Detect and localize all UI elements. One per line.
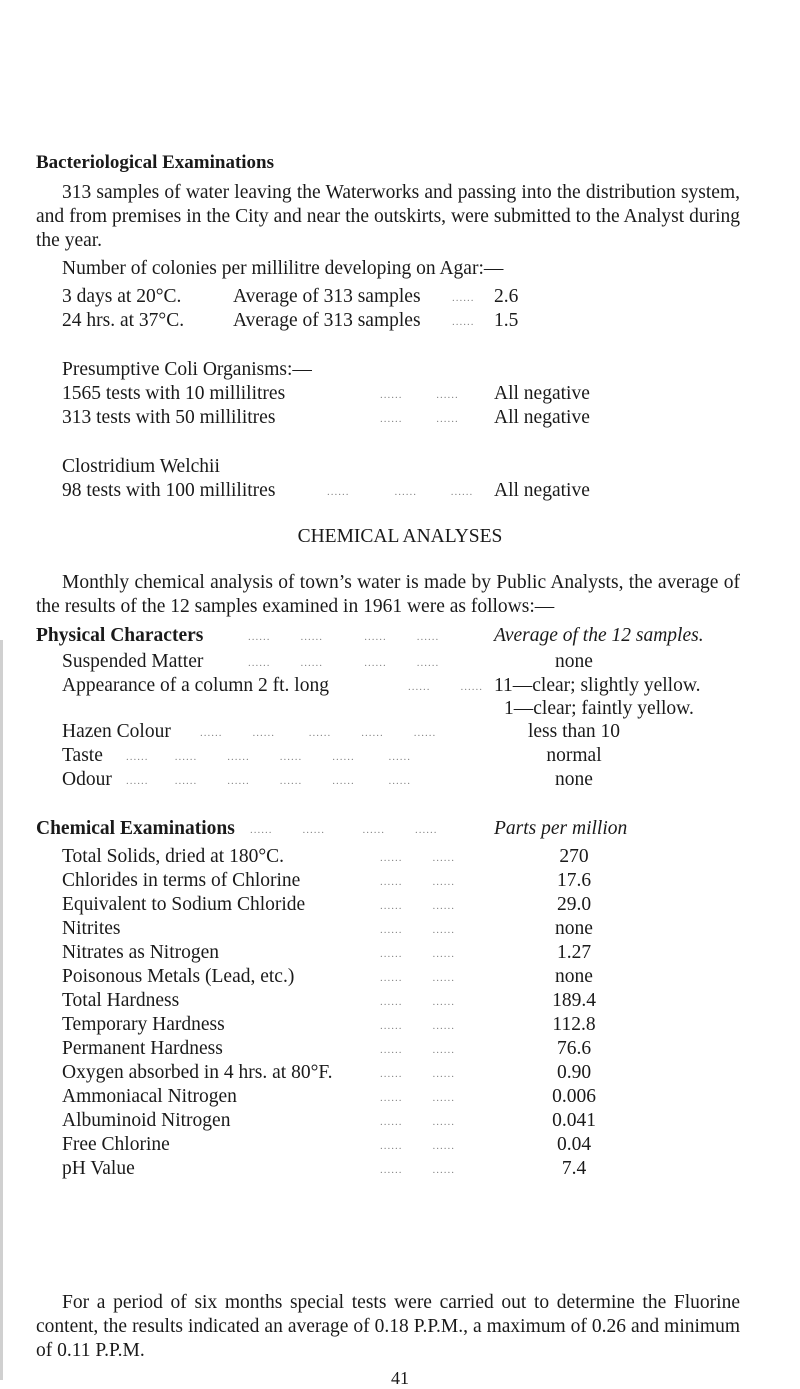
dot-leader: ...... ...... [380,1068,455,1080]
physical-row-value: less than 10 [527,721,621,742]
welchii-heading: Clostridium Welchii [62,456,220,477]
chemical-column-heading: Parts per million [494,818,628,839]
chem-row-value: 1.27 [556,942,592,963]
chem-row-label: Equivalent to Sodium Chloride [62,894,306,915]
physical-row-value-secondary: 1—clear; faintly yellow. [504,698,694,719]
chem-row-label: Ammoniacal Nitrogen [62,1086,237,1107]
chem-row-value: none [555,966,593,987]
colonies-row-label: 24 hrs. at 37°C. [62,310,185,331]
dot-leader: ...... ...... [380,1140,455,1152]
physical-row-value: none [555,769,593,790]
dot-leader: ...... ...... [408,681,483,693]
chemical-intro-text: Monthly chemical analysis of town’s water is made by Public Analysts, the average of the results of the 12 samples examined in 1961 were as follows:— [36,572,740,617]
chem-row-value: 7.4 [561,1158,587,1179]
coli-row-label: 1565 tests with 10 millilitres [62,383,286,404]
chem-row-label: Albuminoid Nitrogen [62,1110,231,1131]
dot-leader: ...... ...... ...... ...... ...... [200,727,437,739]
chem-row-value: 189.4 [552,990,596,1011]
dot-leader: ...... ...... [380,924,455,936]
chemical-heading: CHEMICAL ANALYSES [297,526,503,547]
dot-leader: ...... ...... [380,389,459,401]
dot-leader: ...... ...... [380,413,459,425]
chem-row-value: 0.041 [552,1110,596,1131]
physical-row-value: normal [546,745,602,766]
dot-leader: ...... ...... [380,1044,455,1056]
bacteriological-intro [36,181,740,253]
dot-leader: ...... [452,292,475,304]
dot-leader: ...... ...... ...... ...... ...... ...... [126,775,411,787]
dot-leader: ...... ...... [380,1092,455,1104]
coli-heading: Presumptive Coli Organisms:— [62,359,312,380]
colonies-row-desc: Average of 313 samples [233,310,421,331]
dot-leader: ...... ...... [380,1116,455,1128]
dot-leader: ...... ...... ...... ...... [248,631,440,643]
physical-row-value: none [555,651,593,672]
page-number: 41 [391,1368,409,1388]
dot-leader: ...... ...... ...... ...... ...... ...... [126,751,411,763]
chem-row-label: Chlorides in terms of Chlorine [62,870,301,891]
chem-row-value: 76.6 [556,1038,592,1059]
coli-row-value: All negative [494,383,590,404]
coli-row-label: 313 tests with 50 millilitres [62,407,276,428]
dot-leader: ...... ...... [380,948,455,960]
chemical-intro [36,571,740,619]
chem-row-label: Oxygen absorbed in 4 hrs. at 80°F. [62,1062,333,1083]
physical-row-label: Taste [62,745,103,766]
chem-row-value: 0.90 [556,1062,592,1083]
fluorine-note [36,1291,740,1363]
dot-leader: ...... ...... [380,972,455,984]
dot-leader: ...... [452,316,475,328]
coli-row-value: All negative [494,407,590,428]
bacteriological-heading: Bacteriological Examinations [36,152,275,173]
welchii-row-value: All negative [494,480,590,501]
chem-row-value: 17.6 [556,870,592,891]
physical-column-heading: Average of the 12 samples. [494,625,704,646]
chem-row-label: Temporary Hardness [62,1014,225,1035]
dot-leader: ...... ...... [380,852,455,864]
chem-row-value: 0.04 [556,1134,592,1155]
chem-row-value: 29.0 [556,894,592,915]
chemical-exam-heading: Chemical Examinations [36,818,235,839]
physical-row-label: Suspended Matter [62,651,204,672]
chem-row-label: Nitrites [62,918,121,939]
physical-heading: Physical Characters [36,625,204,646]
physical-row-label: Appearance of a column 2 ft. long [62,675,329,696]
welchii-row-label: 98 tests with 100 millilitres [62,480,276,501]
colonies-row-value: 2.6 [494,286,519,307]
dot-leader: ...... ...... [380,1164,455,1176]
page-edge-shadow [0,640,3,1380]
bacteriological-intro-text: 313 samples of water leaving the Waterworks and passing into the distribution system, and from premises in the City and near the outskirts, were submitted to the Analyst during the year. [36,182,740,251]
chem-row-label: Total Hardness [62,990,180,1011]
dot-leader: ...... ...... [380,996,455,1008]
dot-leader: ...... ...... [380,876,455,888]
dot-leader: ...... ...... ...... [327,486,474,498]
chem-row-label: Total Solids, dried at 180°C. [62,846,285,867]
colonies-row-label: 3 days at 20°C. [62,286,182,307]
chem-row-label: Poisonous Metals (Lead, etc.) [62,966,295,987]
colonies-heading: Number of colonies per millilitre developing on Agar:— [62,258,504,279]
chem-row-value: none [555,918,593,939]
dot-leader: ...... ...... [380,1020,455,1032]
dot-leader: ...... ...... [380,900,455,912]
chem-row-label: Nitrates as Nitrogen [62,942,220,963]
chem-row-value: 270 [559,846,589,867]
physical-row-value: 11—clear; slightly yellow. [494,675,701,696]
chem-row-label: pH Value [62,1158,135,1179]
physical-row-label: Odour [62,769,112,790]
chem-row-value: 112.8 [552,1014,596,1035]
physical-row-label: Hazen Colour [62,721,171,742]
chem-row-label: Permanent Hardness [62,1038,223,1059]
fluorine-note-text: For a period of six months special tests were carried out to determine the Fluorine content, the results indicated an average of 0.18 P.P.M., a maximum of 0.26 and minimum of 0.11 P.P.M. [36,1292,740,1361]
dot-leader: ...... ...... ...... ...... [250,824,438,836]
colonies-row-desc: Average of 313 samples [233,286,421,307]
dot-leader: ...... ...... ...... ...... [248,657,440,669]
chem-row-label: Free Chlorine [62,1134,170,1155]
colonies-row-value: 1.5 [494,310,519,331]
chem-row-value: 0.006 [552,1086,596,1107]
